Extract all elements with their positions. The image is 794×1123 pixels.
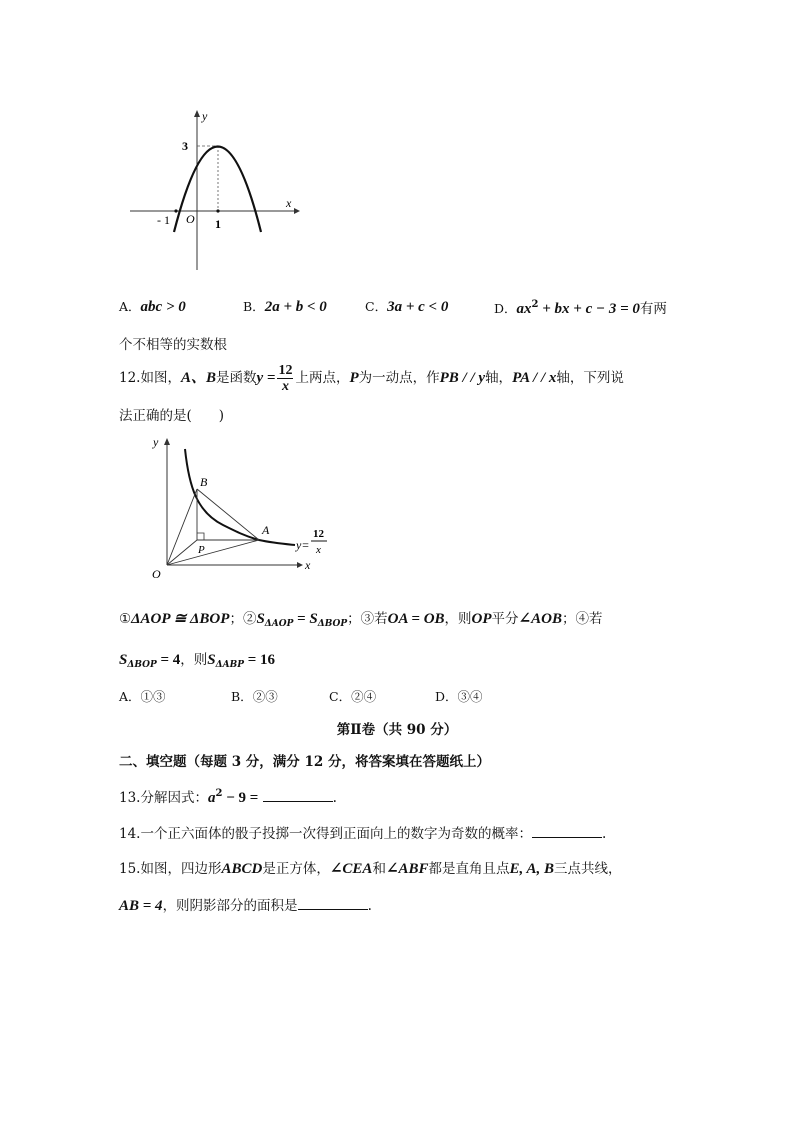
q12-func-y: y = xyxy=(256,370,276,386)
x-tick-1: 1 xyxy=(215,217,221,231)
sep1: ； xyxy=(229,611,243,627)
s4-circ: ④若 xyxy=(575,611,603,627)
q15-eab: E, A, B xyxy=(509,861,554,877)
q15-abcd: ABCD xyxy=(221,861,263,877)
s2-b-sub: ΔBOP xyxy=(317,619,348,629)
s1-expr: ΔAOP ≅ ΔBOP xyxy=(131,611,230,627)
q12-mid4: 轴， xyxy=(485,370,513,386)
origin-2-label: O xyxy=(152,567,161,581)
x-axis-arrow xyxy=(294,208,300,214)
q12-option-d[interactable] xyxy=(435,687,483,705)
q11-option-b-expr: 2a + b < 0 xyxy=(264,299,327,315)
s3-angle: ∠AOB xyxy=(518,611,562,627)
q12-frac-den: x xyxy=(281,379,289,394)
q11-option-d-letter: D． xyxy=(494,301,517,316)
s4-b: S xyxy=(207,652,216,668)
s3-circ: ③若 xyxy=(360,611,388,627)
q11-option-c[interactable] xyxy=(365,297,448,316)
q13-end: . xyxy=(332,790,337,806)
curve-label-y: y= xyxy=(296,538,310,552)
point-b-label: B xyxy=(200,475,208,489)
q15-abf: ∠ABF xyxy=(385,861,429,877)
x-tick-neg1-dot xyxy=(174,209,177,212)
q12-option-b-letter: B． xyxy=(231,689,253,704)
s4-a: S xyxy=(119,652,128,668)
q12-mid1: 是函数 xyxy=(216,370,257,386)
q12-mid5: 轴，下列说 xyxy=(556,370,624,386)
q15-mid2: 和 xyxy=(372,861,386,877)
q12-frac-num: 12 xyxy=(278,363,293,378)
q11-option-d-expr-b: + bx + c − 3 = 0 xyxy=(538,301,640,317)
q13-line xyxy=(119,786,337,807)
q12-p: P xyxy=(349,370,359,386)
q12-pa: PA / / x xyxy=(512,370,557,386)
q14-end: . xyxy=(601,826,607,842)
q12-question-line2: 法正确的是( ) xyxy=(119,408,225,424)
q12-statements-line1 xyxy=(119,607,602,629)
s2-b: S xyxy=(309,611,318,627)
q13-a: a xyxy=(207,790,216,806)
q12-pb: PB / / y xyxy=(439,370,486,386)
q11-continuation: 个不相等的实数根 xyxy=(119,337,227,353)
q12-points: A、B xyxy=(180,370,216,386)
s3-mid: ，则 xyxy=(444,611,472,627)
s1-circ: ① xyxy=(119,611,132,627)
segment-ab xyxy=(197,489,259,540)
curve-label-num: 12 xyxy=(313,528,324,540)
q15-prefix: 15.如图，四边形 xyxy=(119,861,222,877)
y-axis-2-label: y xyxy=(153,435,159,449)
q15-line2 xyxy=(119,894,372,915)
q12-prefix: 12.如图， xyxy=(119,370,181,386)
q11-option-a-letter: A． xyxy=(119,299,141,314)
q15-end: . xyxy=(367,898,372,914)
segment-ob xyxy=(167,489,197,565)
parabola-graph xyxy=(126,108,306,273)
s4-a-sub: ΔBOP xyxy=(127,660,157,670)
hyperbola-curve xyxy=(185,449,295,545)
s2-eq: = xyxy=(293,611,310,627)
q15-answer-blank[interactable] xyxy=(298,897,368,910)
q14-answer-blank[interactable] xyxy=(532,825,602,838)
sep3: ； xyxy=(561,611,576,627)
q15-line1 xyxy=(119,857,622,878)
s2-circ: ② xyxy=(242,611,257,627)
q15-mid1: 是正方体， xyxy=(262,861,330,877)
q11-option-d-expr-a: ax xyxy=(516,301,532,317)
q13-rest: − 9 = xyxy=(222,790,259,806)
q12-statements-line2 xyxy=(119,648,275,670)
s3-op: OP xyxy=(471,611,492,627)
q12-option-d-letter: D． xyxy=(435,689,458,704)
q11-option-c-letter: C． xyxy=(365,299,388,314)
x-tick-1-dot xyxy=(216,209,219,212)
s2-a: S xyxy=(256,611,265,627)
q12-option-b[interactable] xyxy=(231,687,278,705)
s2-a-sub: ΔAOP xyxy=(264,619,294,629)
x-axis-2-arrow xyxy=(297,562,303,568)
s4-mid: ，则 xyxy=(180,652,208,668)
y-axis-arrow xyxy=(194,110,200,117)
hyperbola-graph xyxy=(145,432,335,582)
q12-question-line1 xyxy=(119,363,624,394)
q12-option-c[interactable] xyxy=(329,687,376,705)
q12-option-c-text: ②④ xyxy=(351,689,377,704)
s4-b-sub: ΔABP xyxy=(215,660,244,670)
q12-option-a[interactable] xyxy=(119,687,166,705)
q11-option-a-expr: abc > 0 xyxy=(140,299,186,315)
q12-mid2: 上两点， xyxy=(295,370,350,386)
q12-option-a-text: ①③ xyxy=(140,689,166,704)
q15-mid3: 都是直角且点 xyxy=(428,861,510,877)
q11-option-a[interactable] xyxy=(119,297,186,316)
point-p-label: P xyxy=(198,544,205,556)
q14-text: 14.一个正六面体的骰子投掷一次得到正面向上的数字为奇数的概率： xyxy=(119,826,532,842)
segment-oa xyxy=(167,540,259,565)
x-tick-neg1: - 1 xyxy=(157,213,170,227)
q11-option-b-letter: B． xyxy=(243,299,265,314)
q11-option-d[interactable] xyxy=(494,297,667,318)
q11-option-d-sup: 2 xyxy=(531,299,539,310)
q11-option-c-expr: 3a + c < 0 xyxy=(387,299,449,315)
q15-ab: AB = 4 xyxy=(119,898,163,914)
q13-prefix: 13.分解因式： xyxy=(119,790,208,806)
curve-label-den: x xyxy=(316,544,321,556)
q11-option-d-tail: 有两 xyxy=(639,301,667,317)
section-heading: 二、填空题（每题 3 分，满分 12 分，将答案填在答题纸上） xyxy=(119,754,490,770)
origin-label: O xyxy=(186,212,195,226)
q12-option-c-letter: C． xyxy=(329,689,352,704)
q15-cea: ∠CEA xyxy=(329,861,373,877)
y-axis-label: y xyxy=(202,109,208,123)
q12-mid3: 为一动点，作 xyxy=(358,370,440,386)
y-axis-2-arrow xyxy=(164,438,170,445)
q13-sup: 2 xyxy=(215,788,223,799)
q13-answer-blank[interactable] xyxy=(263,789,333,802)
s3-cond: OA = OB xyxy=(387,611,445,627)
q12-option-a-letter: A． xyxy=(119,689,141,704)
q11-option-b[interactable] xyxy=(243,297,327,316)
x-axis-2-label: x xyxy=(305,558,311,572)
q15-mid4: 三点共线， xyxy=(554,861,622,877)
q15-line2-text: ，则阴影部分的面积是 xyxy=(162,898,298,914)
s4-val: = 4 xyxy=(156,652,181,668)
x-axis-label: x xyxy=(286,196,292,210)
y-tick-3: 3 xyxy=(182,139,188,153)
q12-option-d-text: ③④ xyxy=(457,689,483,704)
q14-line xyxy=(119,822,606,842)
sep2: ； xyxy=(347,611,361,627)
s3-mid2: 平分 xyxy=(491,611,519,627)
section-title: 第Ⅱ卷（共 90 分） xyxy=(336,722,458,738)
q12-option-b-text: ②③ xyxy=(252,689,278,704)
q12-func-frac xyxy=(277,363,293,394)
s4-res: = 16 xyxy=(243,652,276,668)
right-angle-mark xyxy=(197,533,204,540)
point-a-label: A xyxy=(262,523,270,537)
